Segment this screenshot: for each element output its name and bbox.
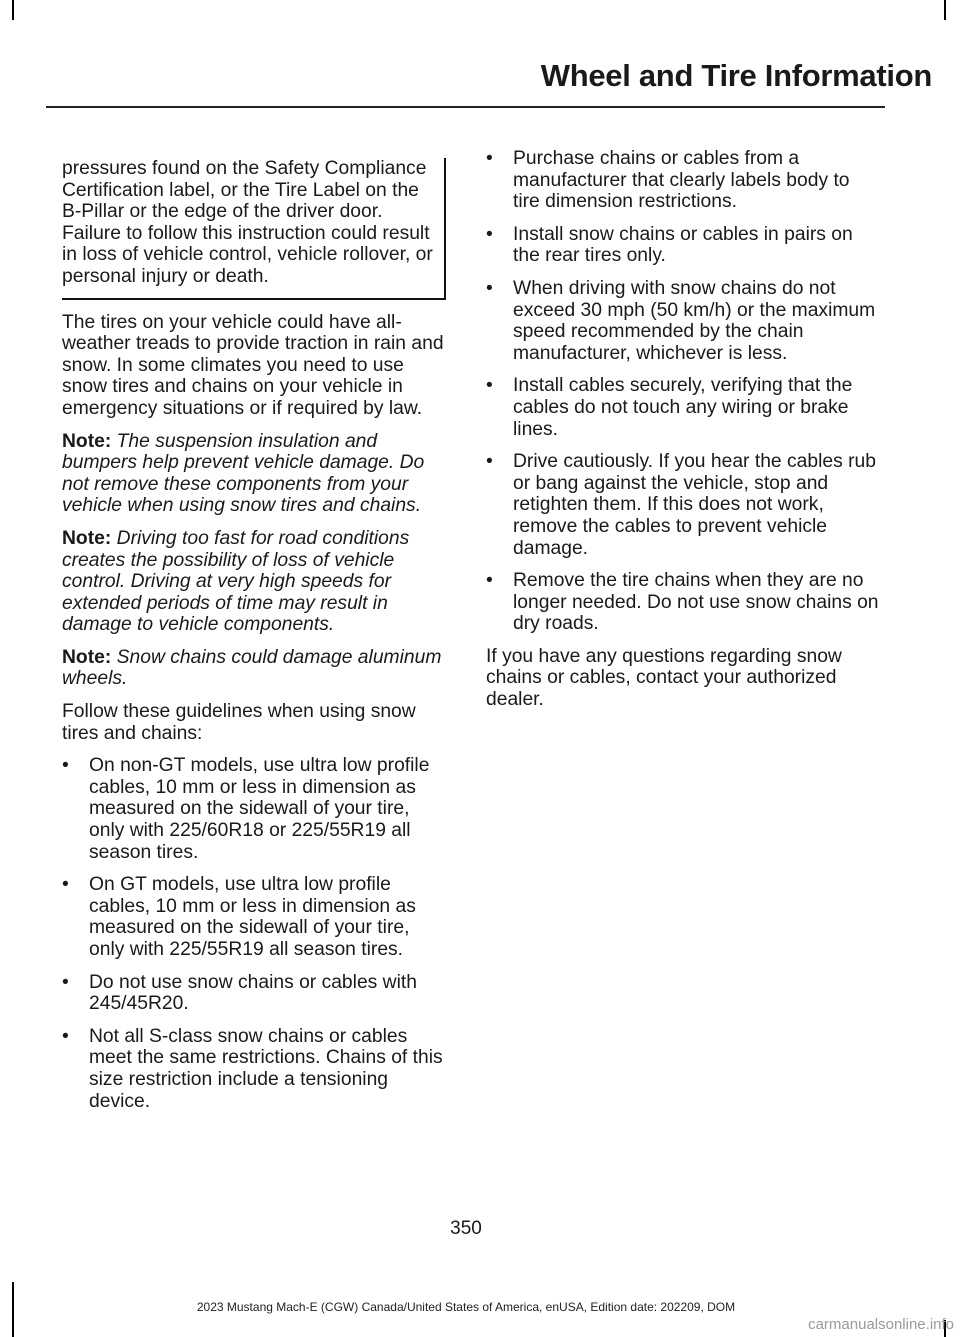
chains-list: [486, 148, 880, 635]
warning-text: pressures found on the Safety Compliance Certification label, or the Tire Label on the B-Pillar or the edge of the driver door. Failure to follow this instruction could result in loss of vehicle control, vehicle rollover, or personal injury or death.: [62, 158, 433, 287]
header-divider: [46, 106, 885, 108]
note-text: The suspension insulation and bumpers help prevent vehicle damage. Do not remove these components from your vehicle when using snow tires and chains.: [62, 430, 425, 517]
guidelines-intro: Follow these guidelines when using snow tires and chains:: [62, 701, 416, 744]
list-item: • Remove the tire chains when they are no longer needed. Do not use snow chains on dry roads.: [486, 570, 879, 635]
list-item: • Purchase chains or cables from a manufacturer that clearly labels body to tire dimension restrictions.: [486, 148, 850, 213]
list-item: • When driving with snow chains do not exceed 30 mph (50 km/h) or the maximum speed recommended by the chain manufacturer, whichever is less.: [486, 277, 876, 364]
list-item: • On non-GT models, use ultra low profile cables, 10 mm or less in dimension as measured on the sidewall of your tire, only with 225/60R18 or 225/55R19 all season tires.: [62, 755, 430, 863]
note-label: Note:: [62, 430, 112, 452]
list-item: • Drive cautiously. If you hear the cables rub or bang against the vehicle, stop and retighten them. If this does not work, remove the cables to prevent vehicle damage.: [486, 451, 876, 559]
list-item: • On GT models, use ultra low profile cables, 10 mm or less in dimension as measured on the sidewall of your tire, only with 225/55R19 all season tires.: [62, 874, 416, 960]
bullet-icon: •: [486, 223, 493, 245]
list-item: • Install snow chains or cables in pairs on the rear tires only.: [486, 223, 853, 267]
right-column: [486, 148, 880, 722]
note-label: Note:: [62, 646, 112, 668]
bullet-icon: •: [486, 451, 493, 473]
note: [62, 431, 446, 517]
bullet-icon: •: [486, 148, 493, 169]
page-number: 350: [450, 1218, 482, 1239]
bullet-icon: •: [486, 277, 493, 299]
intro-paragraph: The tires on your vehicle could have all-weather treads to provide traction in rain and snow. In some climates you need to use snow tires and chains on your vehicle in emergency situations or if required by law.: [62, 311, 444, 419]
warning-box: [62, 158, 446, 300]
guidelines-list: [62, 755, 446, 1112]
note: [62, 647, 446, 690]
left-column: [62, 158, 446, 1123]
bullet-icon: •: [62, 1025, 69, 1047]
note-text: Snow chains could damage aluminum wheels.: [62, 646, 442, 690]
note: [62, 528, 446, 636]
bullet-icon: •: [62, 971, 69, 993]
bullet-icon: •: [62, 874, 69, 896]
list-item: • Do not use snow chains or cables with 245/45R20.: [62, 971, 417, 1015]
list-item: • Install cables securely, verifying that the cables do not touch any wiring or brake lines.: [486, 375, 853, 440]
note-text: Driving too fast for road conditions creates the possibility of loss of vehicle control. Driving at very high speeds for extended periods of time may result in damage to vehicle components.: [62, 527, 410, 636]
bullet-icon: •: [62, 755, 69, 777]
crop-mark-top-right: [944, 0, 946, 20]
list-item: • Not all S-class snow chains or cables meet the same restrictions. Chains of this size restriction include a tensioning device.: [62, 1025, 443, 1112]
page-title: Wheel and Tire Information: [540, 58, 932, 93]
note-label: Note:: [62, 527, 112, 549]
crop-mark-top-left: [12, 0, 14, 20]
watermark: carmanualsonline.info: [808, 1316, 954, 1333]
bullet-icon: •: [486, 375, 493, 397]
edition-footer: 2023 Mustang Mach-E (CGW) Canada/United States of America, enUSA, Edition date: 202209, DOM: [196, 1300, 736, 1314]
bullet-icon: •: [486, 570, 493, 592]
closing-paragraph: If you have any questions regarding snow chains or cables, contact your authorized dealer.: [486, 645, 842, 711]
